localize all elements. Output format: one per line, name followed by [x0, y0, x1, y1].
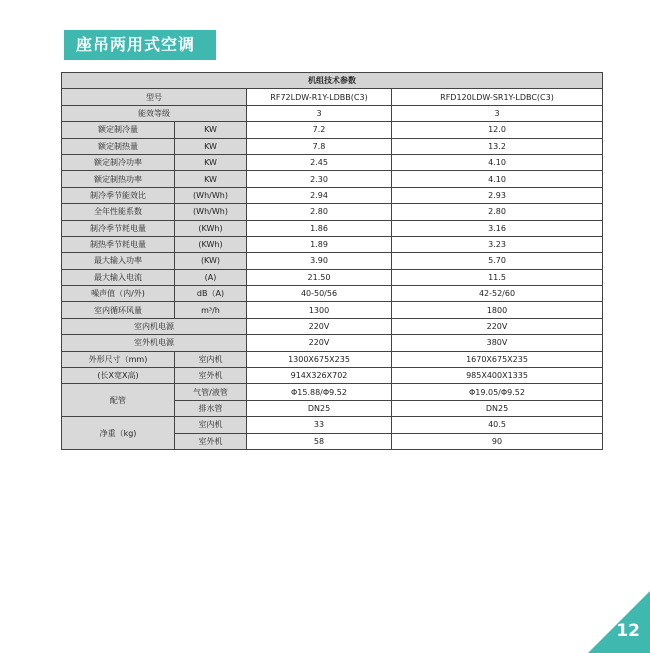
dims-sub: 室内机: [175, 351, 247, 367]
spec-value: 4.10: [392, 154, 603, 170]
weight-row: [62, 417, 603, 433]
spec-row: [62, 105, 603, 121]
power-value: 220V: [247, 335, 392, 351]
weight-value: 40.5: [392, 417, 603, 433]
spec-unit: KW: [175, 122, 247, 138]
dims-value: 1670X675X235: [392, 351, 603, 367]
table-caption-row: [62, 73, 603, 89]
spec-value: 1.89: [247, 236, 392, 252]
spec-value: 3: [247, 105, 392, 121]
dims-label: 外形尺寸（mm): [62, 351, 175, 367]
piping-value: DN25: [247, 400, 392, 416]
spec-unit: (A): [175, 269, 247, 285]
dims-label: (长X宽X高): [62, 368, 175, 384]
model-label: 型号: [62, 89, 247, 105]
spec-unit: (KWh): [175, 236, 247, 252]
dims-value: 1300X675X235: [247, 351, 392, 367]
spec-value: 2.30: [247, 171, 392, 187]
dims-row: [62, 368, 603, 384]
power-label: 室外机电源: [62, 335, 247, 351]
weight-label: 净重（kg): [62, 417, 175, 450]
spec-table: [61, 72, 603, 450]
piping-label: 配管: [62, 384, 175, 417]
spec-value: 7.8: [247, 138, 392, 154]
spec-value: 4.10: [392, 171, 603, 187]
spec-value: 3: [392, 105, 603, 121]
model-row: [62, 89, 603, 105]
spec-unit: m³/h: [175, 302, 247, 318]
spec-row: [62, 154, 603, 170]
weight-value: 90: [392, 433, 603, 449]
spec-value: 3.90: [247, 253, 392, 269]
spec-row: [62, 204, 603, 220]
power-row: [62, 318, 603, 334]
spec-label: 制冷季节耗电量: [62, 220, 175, 236]
spec-value: 5.70: [392, 253, 603, 269]
spec-value: 42-52/60: [392, 286, 603, 302]
piping-value: Φ19.05/Φ9.52: [392, 384, 603, 400]
spec-value: 1300: [247, 302, 392, 318]
spec-unit: dB（A): [175, 286, 247, 302]
piping-sub: 排水管: [175, 400, 247, 416]
spec-unit: (KWh): [175, 220, 247, 236]
spec-label: 额定制热量: [62, 138, 175, 154]
spec-label: 制热季节耗电量: [62, 236, 175, 252]
spec-row: [62, 138, 603, 154]
power-value: 220V: [247, 318, 392, 334]
weight-sub: 室外机: [175, 433, 247, 449]
model-1: RF72LDW-R1Y-LDBB(C3): [247, 89, 392, 105]
spec-unit: (Wh/Wh): [175, 204, 247, 220]
power-row: [62, 335, 603, 351]
spec-row: [62, 253, 603, 269]
spec-label: 最大输入功率: [62, 253, 175, 269]
spec-value: 21.50: [247, 269, 392, 285]
piping-value: DN25: [392, 400, 603, 416]
spec-unit: (KW): [175, 253, 247, 269]
spec-unit: (Wh/Wh): [175, 187, 247, 203]
dims-sub: 室外机: [175, 368, 247, 384]
weight-value: 58: [247, 433, 392, 449]
spec-value: 2.80: [392, 204, 603, 220]
spec-value: 2.94: [247, 187, 392, 203]
spec-row: [62, 286, 603, 302]
spec-unit: KW: [175, 138, 247, 154]
spec-label: 额定制热功率: [62, 171, 175, 187]
weight-value: 33: [247, 417, 392, 433]
table-caption: 机组技术参数: [62, 73, 603, 89]
spec-value: 2.80: [247, 204, 392, 220]
power-value: 220V: [392, 318, 603, 334]
spec-row: [62, 220, 603, 236]
weight-sub: 室内机: [175, 417, 247, 433]
piping-sub: 气管/液管: [175, 384, 247, 400]
spec-value: 2.45: [247, 154, 392, 170]
spec-value: 1.86: [247, 220, 392, 236]
spec-row: [62, 187, 603, 203]
power-label: 室内机电源: [62, 318, 247, 334]
spec-unit: KW: [175, 154, 247, 170]
section-title: 座吊两用式空调: [64, 30, 216, 60]
spec-value: 40-50/56: [247, 286, 392, 302]
spec-label: 最大输入电流: [62, 269, 175, 285]
spec-label: 能效等级: [62, 105, 247, 121]
dims-value: 985X400X1335: [392, 368, 603, 384]
page-number: 12: [616, 621, 640, 641]
spec-label: 室内循环风量: [62, 302, 175, 318]
spec-label: 全年性能系数: [62, 204, 175, 220]
piping-row: [62, 384, 603, 400]
spec-value: 1800: [392, 302, 603, 318]
spec-value: 3.23: [392, 236, 603, 252]
spec-label: 噪声值（内/外): [62, 286, 175, 302]
model-2: RFD120LDW-SR1Y-LDBC(C3): [392, 89, 603, 105]
spec-value: 2.93: [392, 187, 603, 203]
spec-value: 11.5: [392, 269, 603, 285]
dims-row: [62, 351, 603, 367]
spec-row: [62, 302, 603, 318]
spec-label: 制冷季节能效比: [62, 187, 175, 203]
spec-row: [62, 236, 603, 252]
spec-label: 额定制冷功率: [62, 154, 175, 170]
spec-row: [62, 171, 603, 187]
piping-value: Φ15.88/Φ9.52: [247, 384, 392, 400]
power-value: 380V: [392, 335, 603, 351]
spec-value: 3.16: [392, 220, 603, 236]
spec-value: 7.2: [247, 122, 392, 138]
spec-label: 额定制冷量: [62, 122, 175, 138]
dims-value: 914X326X702: [247, 368, 392, 384]
spec-unit: KW: [175, 171, 247, 187]
spec-row: [62, 269, 603, 285]
spec-value: 12.0: [392, 122, 603, 138]
spec-row: [62, 122, 603, 138]
spec-value: 13.2: [392, 138, 603, 154]
